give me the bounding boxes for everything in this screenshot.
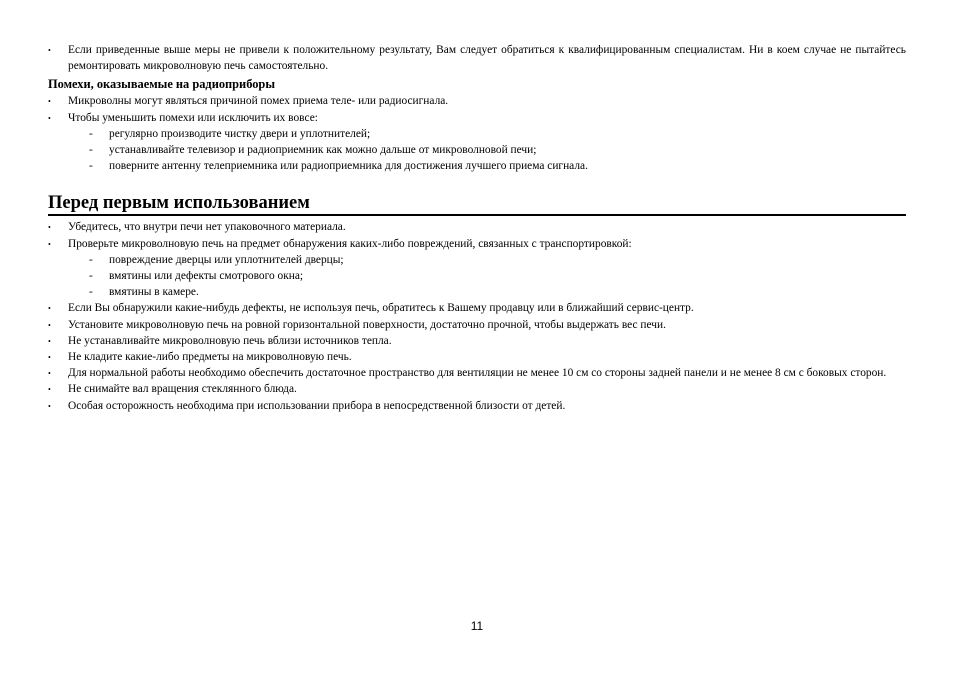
dash-item-text: устанавливайте телевизор и радиоприемник как можно дальше от микроволновой печи; [109, 144, 537, 157]
dash-item-text: вмятины или дефекты смотрового окна; [109, 270, 304, 283]
dash-item: - повреждение дверцы или уплотнителей дверцы; [89, 253, 344, 266]
bullet-item: • Установите микроволновую печь на ровной горизонтальной поверхности, достаточно прочной, чтобы выдержать вес печи. [48, 317, 906, 333]
bullet-item: • Убедитесь, что внутри печи нет упаковочного материала. [48, 219, 906, 235]
bullet-item: • Если Вы обнаружили какие-нибудь дефекты, не используя печь, обратитесь к Вашему продавцу или в ближайший сервис-центр. [48, 300, 906, 316]
bullet-item: • Не снимайте вал вращения стеклянного блюда. [48, 381, 906, 397]
dash-item: - вмятины или дефекты смотрового окна; [89, 270, 304, 283]
dash-item-text: поверните антенну телеприемника или радиоприемника для достижения лучшего приема сигнала. [109, 160, 588, 173]
dash-item-text: регулярно производите чистку двери и уплотнителей; [109, 127, 371, 140]
dash-item-text: повреждение дверцы или уплотнителей дверцы; [109, 253, 344, 266]
document-page [48, 42, 906, 414]
dash-item-text: вмятины в камере. [109, 286, 199, 299]
subheading-interference: Помехи, оказываемые на радиоприборы [48, 77, 275, 92]
bullet-item: • Проверьте микроволновую печь на предмет обнаружения каких-либо повреждений, связанных с транспортировкой: [48, 236, 906, 252]
dash-item: - поверните антенну телеприемника или радиоприемника для достижения лучшего приема сигнала. [89, 160, 588, 173]
bullet-item: • Для нормальной работы необходимо обеспечить достаточное пространство для вентиляции не менее 10 см со стороны задней панели и не менее 8 см с боковых сторон. [48, 365, 906, 381]
bullet-item: • Особая осторожность необходима при использовании прибора в непосредственной близости от детей. [48, 398, 906, 414]
bullet-item: • Не кладите какие-либо предметы на микроволновую печь. [48, 349, 906, 365]
page-number: 11 [470, 619, 484, 633]
dash-item: - вмятины в камере. [89, 286, 199, 299]
bullet-item: • Если приведенные выше меры не привели к положительному результату, Вам следует обратиться к квалифицированным специалистам. Ни в коем случае не пытайтесь ремонтировать микроволновую печь самостоятельно. [48, 42, 906, 74]
bullet-item: • Не устанавливайте микроволновую печь вблизи источников тепла. [48, 333, 906, 349]
dash-item: - регулярно производите чистку двери и уплотнителей; [89, 127, 371, 140]
section-heading-first-use: Перед первым использованием [48, 192, 906, 216]
bullet-item: • Чтобы уменьшить помехи или исключить их вовсе: [48, 110, 906, 126]
bullet-item: • Микроволны могут являться причиной помех приема теле- или радиосигнала. [48, 93, 906, 109]
dash-item: - устанавливайте телевизор и радиоприемник как можно дальше от микроволновой печи; [89, 144, 537, 157]
